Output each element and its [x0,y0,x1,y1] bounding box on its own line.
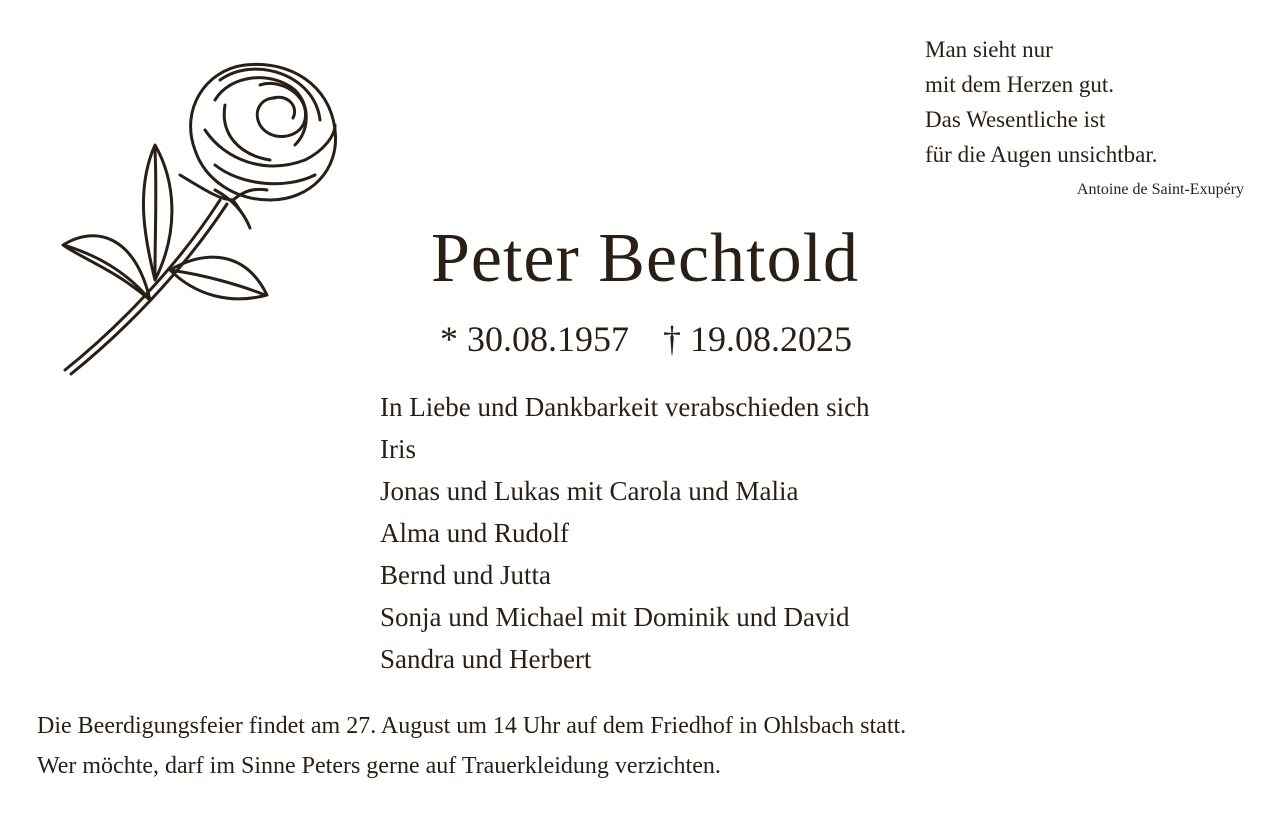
life-dates [0,316,1280,362]
mourner-line: Iris [380,434,416,464]
quote-line: Man sieht nur [925,37,1053,62]
funeral-notice [37,706,906,786]
mourner-line: Alma und Rudolf [380,518,569,548]
funeral-notice-line: Die Beerdigungsfeier findet am 27. August um 14 Uhr auf dem Friedhof in Ohlsbach statt. [37,713,907,739]
mourners-list [380,386,870,680]
mourner-line: Sandra und Herbert [380,644,592,674]
quote-block [925,32,1265,172]
mourner-line: Bernd und Jutta [380,560,551,590]
quote-line: mit dem Herzen gut. [925,72,1115,97]
quote-author: Antoine de Saint-Exupéry [1076,181,1244,198]
death-date: † 19.08.2025 [663,319,852,359]
mourner-line: Sonja und Michael mit Dominik und David [380,602,850,632]
birth-date: * 30.08.1957 [440,319,629,359]
quote-line: für die Augen unsichtbar. [925,142,1158,167]
quote-line: Das Wesentliche ist [925,107,1106,132]
deceased-name: Peter Bechtold [430,220,860,297]
mourner-line: Jonas und Lukas mit Carola und Malia [380,476,799,506]
mourners-intro: In Liebe und Dankbarkeit verabschieden sich [380,392,870,422]
funeral-notice-line: Wer möchte, darf im Sinne Peters gerne auf Trauerkleidung verzichten. [37,753,721,779]
